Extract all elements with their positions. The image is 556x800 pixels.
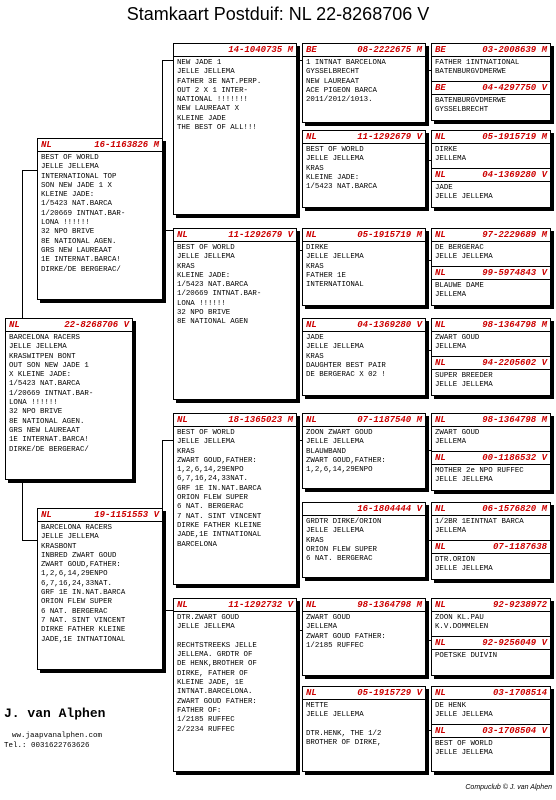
country-code: NL	[435, 230, 446, 240]
pigeon-info: ZOON KL.PAU K.V.DOMMELEN	[435, 614, 489, 632]
pigeon-info: BEST OF WORLD JELLE JELLEMA	[435, 740, 493, 758]
ring-number: 11-1292679 V	[228, 230, 293, 240]
ring-number: 03-2008639 M	[482, 45, 547, 55]
country-code: NL	[435, 726, 446, 736]
pigeon-pair-card-7	[431, 598, 551, 676]
pigeon-info: BATENBURGVDMERWE GYSSELBRECHT	[435, 97, 506, 115]
pigeon-info: GRDTR DIRKE/ORION JELLE JELLEMA KRAS ORION FLEW SUPER 6 NAT. BERGERAC	[306, 518, 382, 564]
ring-number: 92-9256049 V	[482, 638, 547, 648]
country-code: NL	[435, 504, 446, 514]
pigeon-card-father	[37, 138, 163, 300]
ring-number: 11-1292732 V	[228, 600, 293, 610]
pigeon-info: 1 INTNAT BARCELONA GYSSELBRECHT NEW LAUREAAT ACE PIGEON BARCA 2011/2012/1013.	[306, 59, 386, 105]
ring-number: 98-1364798 M	[357, 600, 422, 610]
pigeon-info: MOTHER 2e NPO RUFFEC JELLE JELLEMA	[435, 467, 524, 485]
country-code: NL	[435, 358, 446, 368]
pigeon-info: DE HENK JELLE JELLEMA	[435, 702, 493, 720]
pigeon-card-subject	[5, 318, 133, 480]
pigeon-card-fm	[173, 228, 297, 400]
country-code: NL	[435, 132, 446, 142]
ring-number: 14-1040735 M	[228, 45, 293, 55]
pigeon-card-mmm	[302, 686, 426, 772]
ring-number: 00-1186532 V	[482, 453, 547, 463]
connector-line	[162, 230, 173, 231]
pigeon-card-mmf	[302, 598, 426, 676]
ring-number: 05-1915719 M	[482, 132, 547, 142]
connector-line	[22, 170, 23, 318]
pigeon-info: BARCELONA RACERS JELLE JELLEMA KRASWITPEN BONT OUT SON NEW JADE 1 X KLEINE JADE: 1/5423 NAT.BARCA 1/20669 INTNAT.BAR- LONA !!!!!! 32 NPO BRIVE 8E NATIONAL AGEN. GRS NEW LAUREAAT 1E INTERNAT.BARCA! DIRKE/DE BERGERAC/	[9, 334, 94, 454]
country-code: NL	[435, 320, 446, 330]
ring-number: 03-1708514	[492, 688, 547, 698]
page-title: Stamkaart Postduif: NL 22-8268706 V	[126, 4, 430, 24]
pigeon-info: BEST OF WORLD JELLE JELLEMA KRAS ZWART GOUD,FATHER: 1,2,6,14,29ENPO 6,7,16,24,33NAT. GRF 1E IN.NAT.BARCA ORION FLEW SUPER 6 NAT. BERGERAC 7 NAT. SINT VINCENT DIRKE FATHER KLEINE JADE,1E INTNATIONAL BARCELONA	[177, 429, 262, 549]
pigeon-pair-card-2	[431, 130, 551, 208]
pigeon-card-fmm	[302, 318, 426, 396]
pigeon-pair-card-6	[431, 502, 551, 580]
ring-number: 11-1292679 V	[357, 132, 422, 142]
country-code: NL	[306, 320, 317, 330]
country-code: NL	[435, 600, 446, 610]
pigeon-info: BEST OF WORLD JELLE JELLEMA INTERNATIONAL TOP SON NEW JADE 1 X KLEINE JADE: 1/5423 NAT.BARCA 1/20669 INTNAT.BAR- LONA !!!!!! 32 NPO BRIVE 8E NATIONAL AGEN. GRS NEW LAUREAAT 1E INTERNAT.BARCA! DIRKE/DE BERGERAC/	[41, 154, 126, 274]
pigeon-info: METTE JELLE JELLEMA DTR.HENK, THE 1/2 BROTHER OF DIRKE,	[306, 702, 382, 748]
pigeon-info: DTR.ORION JELLE JELLEMA	[435, 556, 493, 574]
country-code: NL	[306, 415, 317, 425]
pigeon-info: JADE JELLE JELLEMA KRAS DAUGHTER BEST PAIR DE BERGERAC X 02 !	[306, 334, 386, 380]
ring-number: 16-1804444 V	[357, 504, 422, 514]
pigeon-card-mfm	[302, 502, 426, 578]
pigeon-info: DTR.ZWART GOUD JELLE JELLEMA RECHTSTREEKS JELLE JELLEMA. GRDTR OF DE HENK,BROTHER OF DIRKE, FATHER OF KLEINE JADE, 1E INTNAT.BARCELONA. ZWART GOUD FATHER: FATHER OF: 1/2185 RUFFEC 2/2234 RUFFEC	[177, 614, 257, 734]
pigeon-info: NEW JADE 1 JELLE JELLEMA FATHER 3E NAT.PERP. OUT 2 X 1 INTER- NATIONAL !!!!!!! NEW LAUREAAT X KLEINE JADE THE BEST OF ALL!!!	[177, 59, 262, 133]
country-code: NL	[435, 453, 446, 463]
country-code: NL	[306, 132, 317, 142]
country-code: BE	[435, 83, 446, 93]
ring-number: 05-1915719 M	[357, 230, 422, 240]
country-code: NL	[435, 268, 446, 278]
pigeon-card-fff	[302, 43, 426, 123]
country-code: NL	[306, 230, 317, 240]
country-code: NL	[306, 600, 317, 610]
connector-line	[22, 540, 37, 541]
ring-number: 98-1364798 M	[482, 320, 547, 330]
ring-number: 03-1708504 V	[482, 726, 547, 736]
country-code: NL	[177, 600, 188, 610]
ring-number: 07-1187638	[492, 542, 547, 552]
pigeon-pair-card-5	[431, 413, 551, 491]
pigeon-card-ffm	[302, 130, 426, 208]
telephone: Tel.: 0031622763626	[4, 742, 90, 750]
ring-number: 99-5974843 V	[482, 268, 547, 278]
pigeon-info: ZWART GOUD JELLEMA	[435, 334, 480, 352]
ring-number: 04-1369280 V	[482, 170, 547, 180]
pigeon-pair-card-4	[431, 318, 551, 396]
ring-number: 04-1369280 V	[357, 320, 422, 330]
pigeon-card-ff	[173, 43, 297, 215]
ring-number: 04-4297750 V	[482, 83, 547, 93]
country-code: NL	[435, 542, 446, 552]
pigeon-info: DIRKE JELLE JELLEMA KRAS FATHER 1E INTERNATIONAL	[306, 244, 364, 290]
ring-number: 07-1187540 M	[357, 415, 422, 425]
connector-line	[162, 610, 173, 611]
pigeon-info: BEST OF WORLD JELLE JELLEMA KRAS KLEINE JADE: 1/5423 NAT.BARCA	[306, 146, 377, 192]
pigeon-info: DE BERGERAC JELLE JELLEMA	[435, 244, 493, 262]
ring-number: 08-2222675 M	[357, 45, 422, 55]
country-code: BE	[435, 45, 446, 55]
pigeon-info: SUPER BREEDER JELLE JELLEMA	[435, 372, 493, 390]
country-code: NL	[435, 170, 446, 180]
pigeon-card-mother	[37, 508, 163, 670]
pigeon-info: ZWART GOUD JELLEMA ZWART GOUD FATHER: 1/2185 RUFFEC	[306, 614, 386, 650]
country-code: NL	[177, 230, 188, 240]
connector-line	[22, 170, 37, 171]
ring-number: 18-1365023 M	[228, 415, 293, 425]
connector-line	[162, 60, 173, 61]
pigeon-info: ZOON ZWART GOUD JELLE JELLEMA BLAUWBAND ZWART GOUD,FATHER: 1,2,6,14,29ENPO	[306, 429, 386, 475]
connector-line	[22, 480, 23, 540]
pigeon-pair-card-1	[431, 43, 551, 121]
pigeon-info: FATHER 1INTNATIONAL BATENBURGVDMERWE	[435, 59, 520, 77]
ring-number: 16-1163826 M	[94, 140, 159, 150]
country-code: NL	[435, 638, 446, 648]
website-link[interactable]: ww.jaapvanalphen.com	[12, 732, 103, 740]
pigeon-info: JADE JELLE JELLEMA	[435, 184, 493, 202]
pigeon-card-mm	[173, 598, 297, 772]
ring-number: 92-9238972	[492, 600, 547, 610]
pigeon-card-mf	[173, 413, 297, 585]
ring-number: 97-2229689 M	[482, 230, 547, 240]
ring-number: 06-1576820 M	[482, 504, 547, 514]
pigeon-card-fmf	[302, 228, 426, 306]
pigeon-info: DIRKE JELLEMA	[435, 146, 467, 164]
pigeon-info: BLAUWE DAME JELLEMA	[435, 282, 484, 300]
country-code: NL	[41, 510, 52, 520]
ring-number: 05-1915729 V	[357, 688, 422, 698]
country-code: NL	[435, 688, 446, 698]
country-code: NL	[177, 415, 188, 425]
pigeon-info: POETSKE DUIVIN	[435, 652, 498, 660]
country-code: NL	[9, 320, 20, 330]
pigeon-info: 1/2BR 1EINTNAT BARCA JELLEMA	[435, 518, 524, 536]
country-code: NL	[41, 140, 52, 150]
pigeon-card-mff	[302, 413, 426, 489]
connector-line	[162, 440, 173, 441]
pigeon-info: BEST OF WORLD JELLE JELLEMA KRAS KLEINE JADE: 1/5423 NAT.BARCA 1/20669 INTNAT.BAR- LONA !!!!!! 32 NPO BRIVE 8E NATIONAL AGEN	[177, 244, 262, 327]
credit-text: Compuclub © J. van Alphen	[465, 784, 552, 791]
pigeon-info: BARCELONA RACERS JELLE JELLEMA KRASBONT INBRED ZWART GOUD ZWART GOUD,FATHER: 1,2,6,14,29ENPO 6,7,16,24,33NAT. GRF 1E IN.NAT.BARCA ORION FLEW SUPER 6 NAT. BERGERAC 7 NAT. SINT VINCENT DIRKE FATHER KLEINE JADE,1E INTNATIONAL	[41, 524, 126, 644]
country-code: BE	[306, 45, 317, 55]
pigeon-pair-card-8	[431, 686, 551, 772]
breeder-name: J. van Alphen	[4, 706, 106, 721]
country-code: NL	[435, 415, 446, 425]
ring-number: 94-2205602 V	[482, 358, 547, 368]
ring-number: 22-8268706 V	[64, 320, 129, 330]
ring-number: 19-1151553 V	[94, 510, 159, 520]
ring-number: 98-1364798 M	[482, 415, 547, 425]
country-code: NL	[306, 688, 317, 698]
pigeon-pair-card-3	[431, 228, 551, 306]
pigeon-info: ZWART GOUD JELLEMA	[435, 429, 480, 447]
